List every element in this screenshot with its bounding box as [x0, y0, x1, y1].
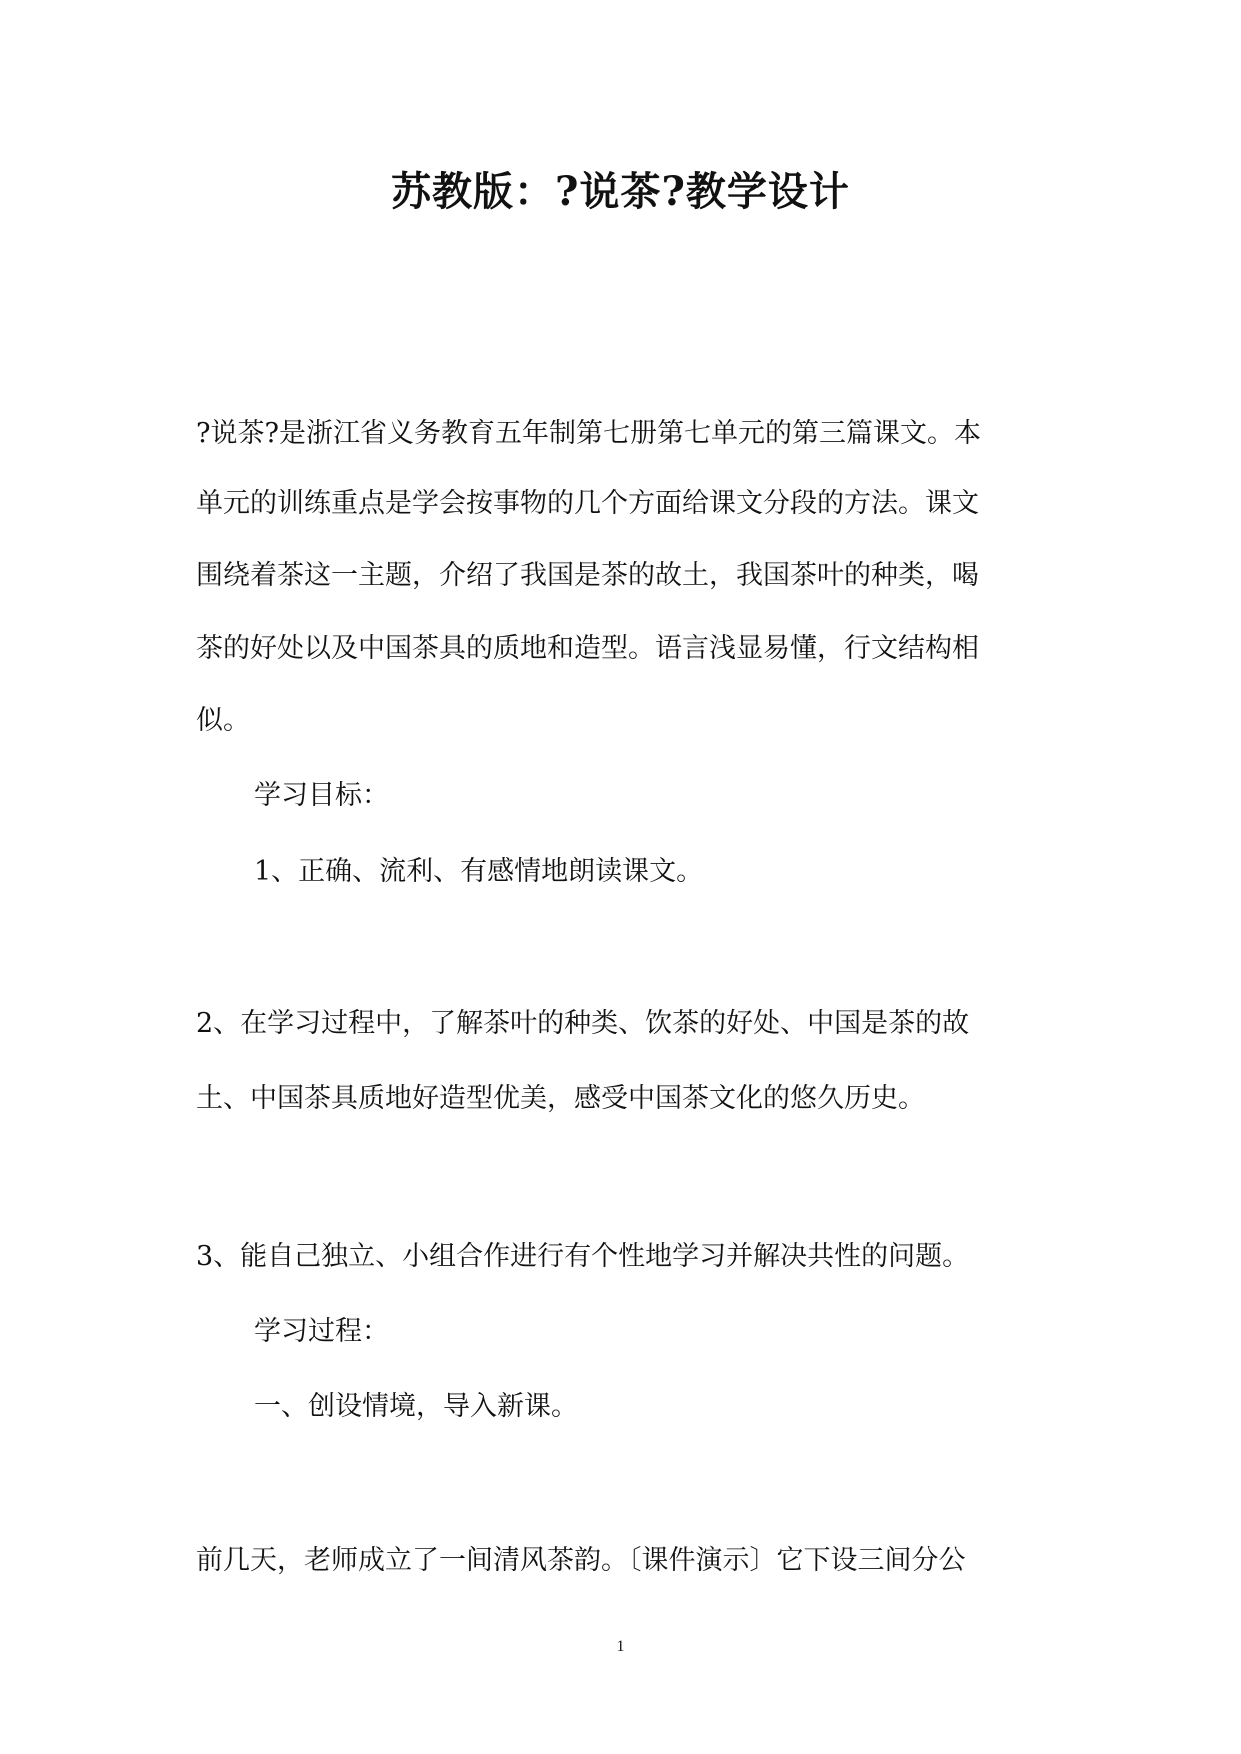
objective-item: 3、能自己独立、小组合作进行有个性地学习并解决共性的问题。 — [196, 1241, 970, 1272]
process-step: 一、创设情境，导入新课。 — [254, 1391, 578, 1422]
document-title: 苏教版：?说茶?教学设计 — [391, 168, 850, 215]
page-number: 1 — [616, 1638, 625, 1655]
section-heading-objectives: 学习目标： — [254, 780, 389, 811]
paragraph-line: 围绕着茶这一主题，介绍了我国是茶的故土，我国茶叶的种类，喝 — [196, 560, 979, 591]
objective-item: 2、在学习过程中，了解茶叶的种类、饮茶的好处、中国是茶的故 — [196, 1008, 970, 1039]
objective-item: 1、正确、流利、有感情地朗读课文。 — [254, 856, 704, 887]
paragraph-line: ?说茶?是浙江省义务教育五年制第七册第七单元的第三篇课文。本 — [196, 418, 981, 449]
paragraph-line: 茶的好处以及中国茶具的质地和造型。语言浅显易懂，行文结构相 — [196, 633, 979, 664]
paragraph-line: 土、中国茶具质地好造型优美，感受中国茶文化的悠久历史。 — [196, 1083, 925, 1114]
section-heading-process: 学习过程： — [254, 1316, 389, 1347]
paragraph-line: 单元的训练重点是学会按事物的几个方面给课文分段的方法。课文 — [196, 488, 979, 519]
paragraph-line: 前几天，老师成立了一间清风茶韵。〔课件演示〕它下设三间分公 — [196, 1545, 966, 1576]
paragraph-line: 似。 — [196, 705, 250, 736]
